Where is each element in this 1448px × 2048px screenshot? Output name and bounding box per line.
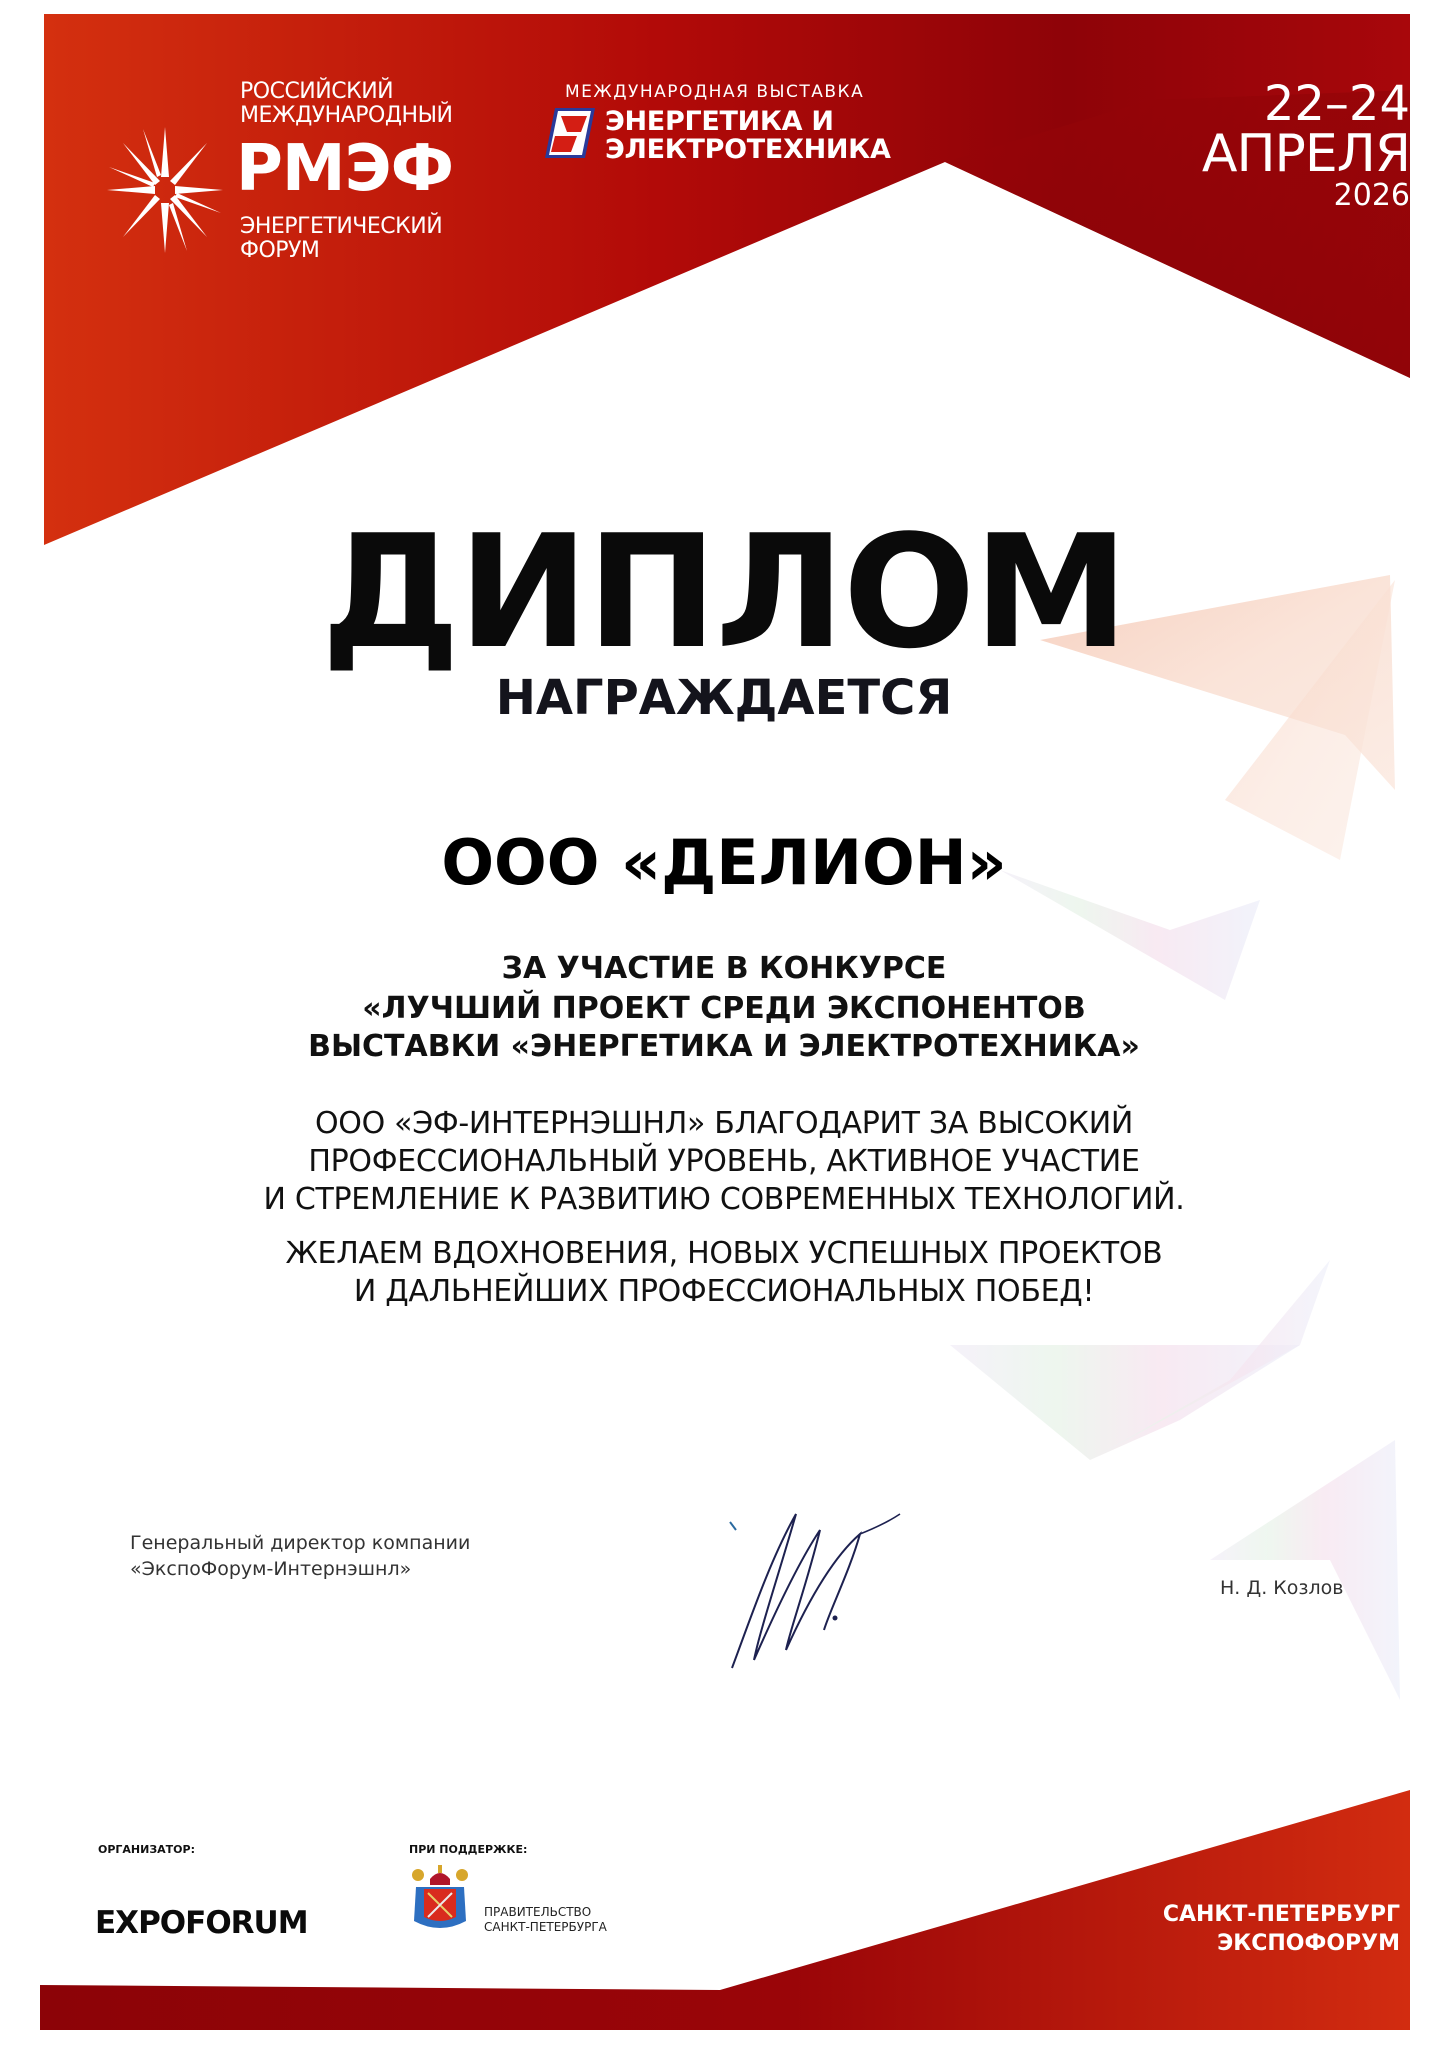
exhibition-title-line-1: ЭНЕРГЕТИКА И [605, 106, 834, 137]
support-org [484, 1905, 607, 1935]
wishes-block [0, 1235, 1448, 1311]
signatory-position-line-2: «ЭкспоФорум-Интернэшнл» [130, 1558, 412, 1580]
contest-block [0, 950, 1448, 1066]
forum-line-3: ЭНЕРГЕТИЧЕСКИЙ [240, 214, 443, 239]
recipient-name: ООО «ДЕЛИОН» [441, 826, 1007, 899]
signature-icon [710, 1500, 930, 1680]
energy-arrows-icon [545, 106, 595, 160]
support-line-2: САНКТ-ПЕТЕРБУРГА [484, 1920, 607, 1934]
exhibition-title-line-2: ЭЛЕКТРОТЕХНИКА [605, 134, 891, 165]
venue [1100, 1900, 1400, 1958]
forum-line-1: РОССИЙСКИЙ [240, 79, 394, 104]
forum-line-4: ФОРУМ [240, 238, 320, 263]
signatory-position [130, 1530, 470, 1582]
diploma-title: ДИПЛОМ [321, 501, 1127, 683]
venue-line-2: ЭКСПОФОРУМ [1217, 1931, 1400, 1956]
thanks-line: ПРОФЕССИОНАЛЬНЫЙ УРОВЕНЬ, АКТИВНОЕ УЧАСТИЕ [308, 1144, 1140, 1179]
contest-line: ЗА УЧАСТИЕ В КОНКУРСЕ [501, 951, 947, 986]
wish-line: И ДАЛЬНЕЙШИХ ПРОФЕССИОНАЛЬНЫХ ПОБЕД! [353, 1274, 1095, 1309]
forum-line-2: МЕЖДУНАРОДНЫЙ [240, 103, 453, 128]
date-range: 22–24 [1263, 76, 1410, 132]
exhibition-logo [545, 82, 905, 172]
venue-line-1: САНКТ-ПЕТЕРБУРГ [1162, 1902, 1400, 1927]
contest-line: ВЫСТАВКИ «ЭНЕРГЕТИКА И ЭЛЕКТРОТЕХНИКА» [308, 1029, 1140, 1064]
awarded-label: НАГРАЖДАЕТСЯ [495, 670, 953, 726]
forum-logo [105, 75, 485, 275]
support-line-1: ПРАВИТЕЛЬСТВО [484, 1905, 592, 1919]
support-label: ПРИ ПОДДЕРЖКЕ: [409, 1843, 528, 1856]
contest-line: «ЛУЧШИЙ ПРОЕКТ СРЕДИ ЭКСПОНЕНТОВ [362, 991, 1086, 1026]
signatory-position-line-1: Генеральный директор компании [130, 1532, 471, 1554]
thanks-block [0, 1105, 1448, 1219]
thanks-line: И СТРЕМЛЕНИЕ К РАЗВИТИЮ СОВРЕМЕННЫХ ТЕХНОЛОГИЙ. [263, 1182, 1185, 1217]
organizer-logo: EXPOFORUM [95, 1905, 308, 1941]
starburst-icon [105, 125, 225, 255]
wish-line: ЖЕЛАЕМ ВДОХНОВЕНИЯ, НОВЫХ УСПЕШНЫХ ПРОЕКТОВ [285, 1236, 1163, 1271]
organizer-label: ОРГАНИЗАТОР: [98, 1843, 195, 1856]
thanks-line: ООО «ЭФ-ИНТЕРНЭШНЛ» БЛАГОДАРИТ ЗА ВЫСОКИЙ [314, 1106, 1133, 1141]
event-dates [1140, 76, 1410, 213]
coat-of-arms-icon [410, 1865, 470, 1937]
exhibition-subtitle: МЕЖДУНАРОДНАЯ ВЫСТАВКА [565, 82, 865, 102]
date-month: АПРЕЛЯ [1201, 124, 1410, 184]
signatory-name: Н. Д. Козлов [1220, 1577, 1344, 1599]
forum-acronym: РМЭФ [236, 132, 454, 206]
date-year: 2026 [1333, 178, 1410, 213]
